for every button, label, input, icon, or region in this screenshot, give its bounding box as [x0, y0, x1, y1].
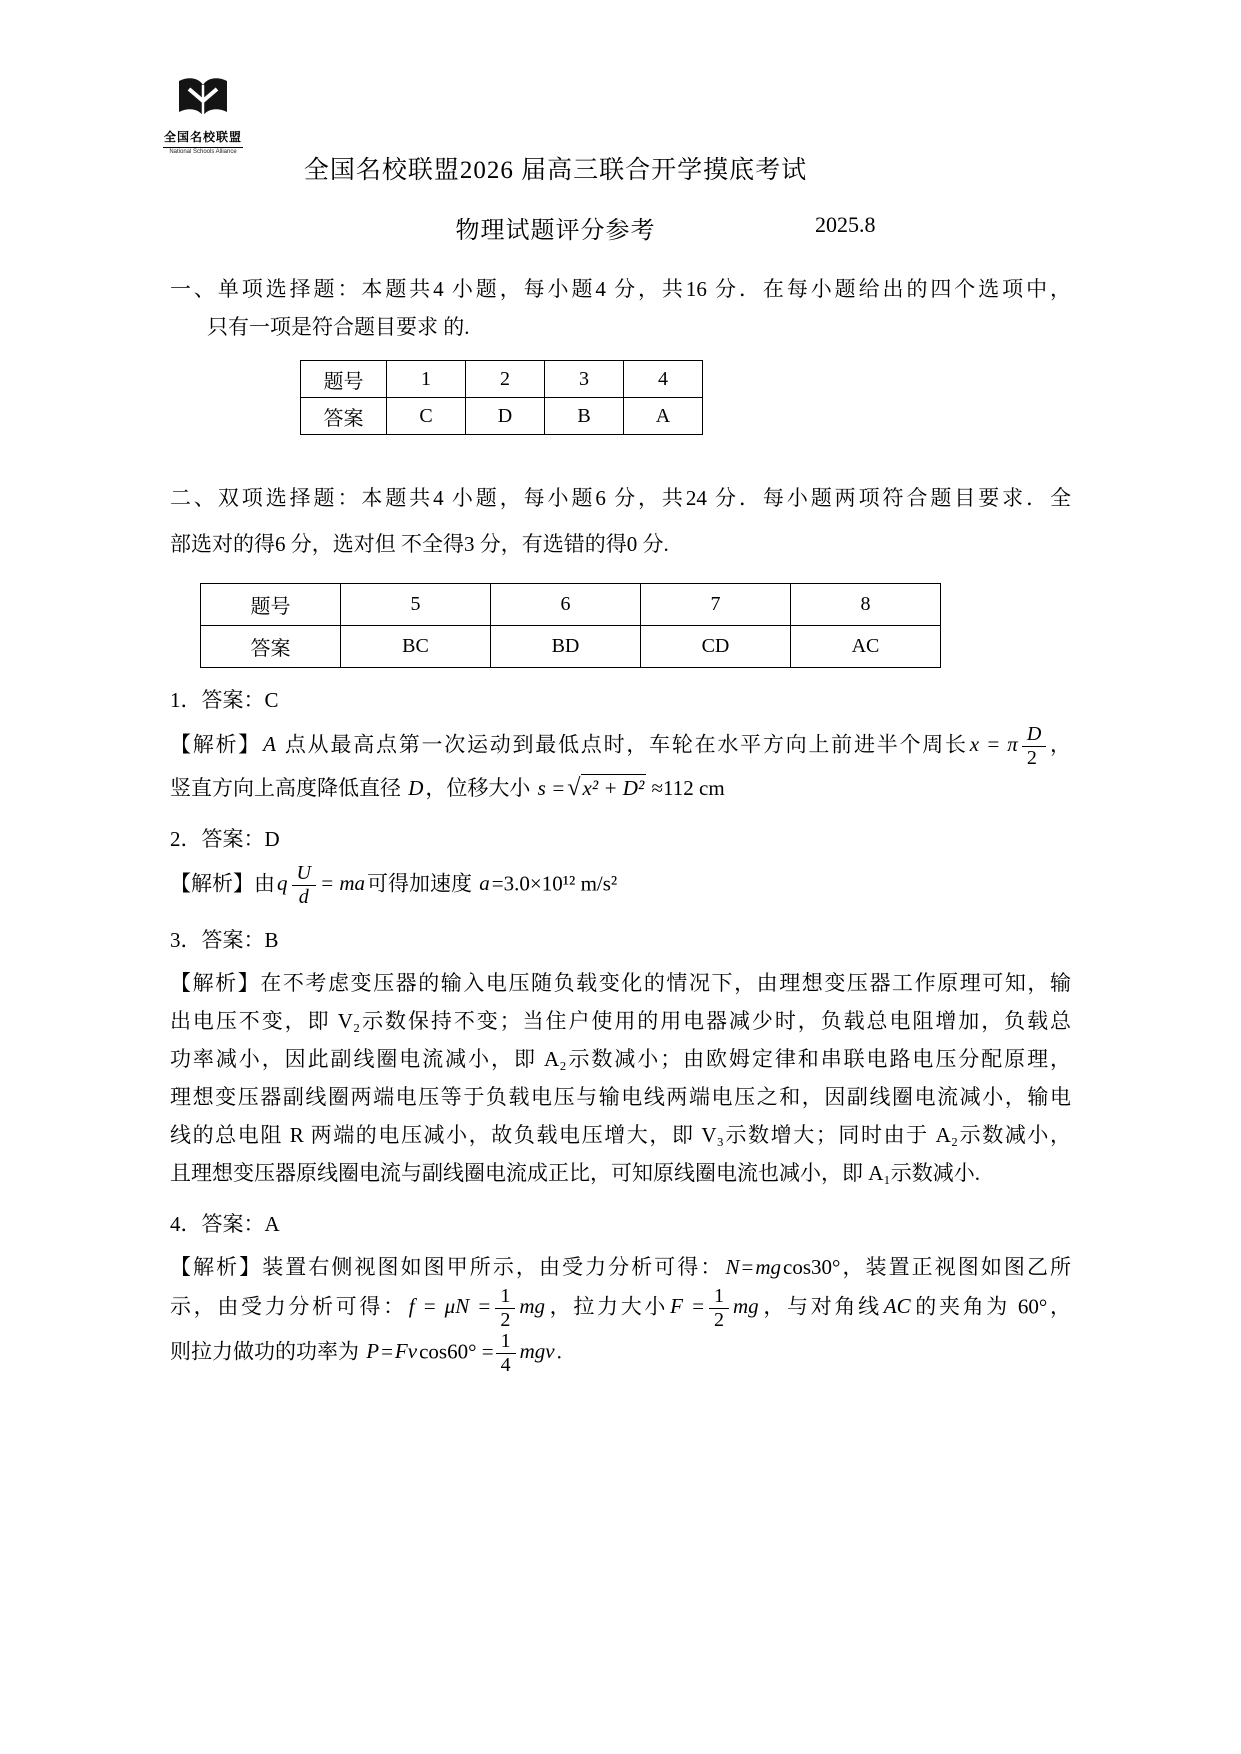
answer1-explanation-line1	[170, 724, 1071, 769]
answer4-title: 4．答案：A	[170, 1212, 280, 1236]
logo-title: 全国名校联盟	[163, 130, 242, 144]
table-cell: C	[387, 398, 466, 435]
book-logo-icon	[174, 76, 232, 122]
text-run: 示，由受力分析可得：	[170, 1294, 407, 1319]
answer4-explanation-line3	[170, 1331, 1071, 1376]
table-cell: 4	[624, 361, 703, 398]
table-row-answers	[301, 398, 703, 435]
text-run: ，位移大小	[425, 776, 536, 800]
answer2-explanation	[170, 863, 1071, 908]
math-var: a	[479, 871, 490, 896]
table-cell: 1	[387, 361, 466, 398]
single-choice-answer-table	[300, 360, 703, 435]
math-expr: F =	[670, 1294, 705, 1319]
fraction-denominator: d	[292, 885, 316, 908]
table-header-cell: 答案	[301, 398, 387, 435]
math-var: N	[725, 1255, 740, 1279]
subtitle-row	[170, 210, 1071, 244]
math-expr: f = μN =	[408, 1294, 492, 1319]
square-root	[567, 776, 646, 800]
text-run: =	[741, 1255, 754, 1279]
radicand: x² + D²	[582, 776, 645, 800]
table-cell: B	[545, 398, 624, 435]
text-run: ≈112 cm	[646, 776, 725, 800]
text-run: 【解析】装置右侧视图如图甲所示，由受力分析可得：	[170, 1255, 724, 1279]
fraction-denominator: 2	[495, 1308, 515, 1331]
answer3-explanation-line1: 【解析】在不考虑变压器的输入电压随负载变化的情况下，由理想变压器工作原理可知，输	[170, 971, 1071, 995]
math-var: mg	[755, 1255, 781, 1279]
section1-intro-line1: 一、单项选择题：本题共4 小题，每小题4 分，共16 分．在每小题给出的四个选项中，	[170, 277, 1071, 301]
table-cell: D	[466, 398, 545, 435]
text-run: =	[381, 1339, 393, 1364]
fraction-1-over-2	[709, 1286, 729, 1331]
table-cell: 5	[341, 584, 491, 626]
answer3-explanation-line2: 出电压不变，即 V₂示数保持不变；当住户使用的用电器减少时，负载总电阻增加，负载总	[170, 1009, 1071, 1033]
doc-date: 2025.8	[815, 212, 876, 237]
text-run: =3.0×10¹² m/s²	[491, 871, 618, 896]
text-run: cos30°，装置正视图如图乙所	[783, 1255, 1072, 1279]
text-run: 的夹角为 60°，	[912, 1294, 1071, 1319]
answer3-explanation-line4: 理想变压器副线圈两端电压等于负载电压与输电线两端电压之和，因副线圈电流减小，输电	[170, 1085, 1071, 1109]
math-expr: = ma	[319, 871, 366, 896]
page-title: 全国名校联盟2026 届高三联合开学摸底考试	[303, 157, 808, 184]
radical-sign: √	[567, 774, 581, 801]
math-expr: s =	[537, 776, 566, 800]
math-var: A	[263, 732, 276, 757]
math-var: mg	[519, 1294, 545, 1319]
table-cell: BC	[341, 626, 491, 668]
table-cell: CD	[641, 626, 791, 668]
text-run: 【解析】	[170, 732, 262, 757]
table-cell: AC	[791, 626, 941, 668]
answer3-title: 3．答案：B	[170, 928, 279, 952]
answer2-title: 2．答案：D	[170, 827, 280, 851]
table-cell: 7	[641, 584, 791, 626]
table-header-cell: 题号	[301, 361, 387, 398]
answer1-title: 1．答案：C	[170, 688, 279, 712]
fraction-denominator: 4	[496, 1353, 516, 1376]
fraction-numerator: 1	[714, 1285, 724, 1307]
math-var: Fv	[394, 1339, 418, 1364]
table-row-answers	[201, 626, 941, 668]
fraction-D-over-2	[1022, 724, 1046, 769]
double-choice-answer-table	[200, 583, 941, 668]
doc-subtitle: 物理试题评分参考	[455, 218, 656, 244]
math-var: P	[366, 1339, 380, 1364]
section1-intro-line2: 只有一项是符合题目要求 的.	[207, 315, 470, 339]
alliance-logo	[163, 76, 243, 155]
fraction-denominator: 2	[709, 1308, 729, 1331]
math-var: q	[277, 871, 288, 896]
fraction-1-over-2	[495, 1286, 515, 1331]
math-var: AC	[883, 1294, 911, 1319]
math-var: mgv	[519, 1339, 555, 1364]
table-row-question-numbers	[301, 361, 703, 398]
section2-intro-line2: 部选对的得6 分，选对但 不全得3 分，有选错的得0 分.	[170, 532, 669, 556]
table-cell: 6	[491, 584, 641, 626]
answer1-explanation-line2	[170, 769, 1071, 807]
math-var: D	[408, 776, 424, 800]
fraction-1-over-4	[496, 1331, 516, 1376]
fraction-U-over-d	[292, 863, 316, 908]
logo-subtitle: National Schools Alliance	[163, 147, 243, 155]
section2-intro-line1: 二、双项选择题：本题共4 小题，每小题6 分，共24 分．每小题两项符合题目要求．全	[170, 486, 1071, 510]
text-run: cos60° =	[419, 1339, 494, 1364]
answer4-explanation-line1	[170, 1248, 1071, 1286]
math-expr: x = π	[969, 732, 1018, 757]
table-header-cell: 题号	[201, 584, 341, 626]
text-run: 点从最高点第一次运动到最低点时，车轮在水平方向上前进半个周长	[277, 732, 968, 757]
answer3-explanation-line5: 线的总电阻 R 两端的电压减小，故负载电压增大，即 V₃示数增大；同时由于 A₂示数减小，	[170, 1123, 1071, 1147]
fraction-numerator: U	[296, 862, 311, 884]
fraction-numerator: 1	[500, 1285, 511, 1307]
text-run: ，与对角线	[760, 1294, 882, 1319]
fraction-numerator: D	[1026, 723, 1042, 745]
text-run: 可得加速度	[367, 871, 478, 896]
table-cell: 8	[791, 584, 941, 626]
text-run: ，拉力大小	[546, 1294, 669, 1319]
fraction-denominator: 2	[1022, 746, 1046, 769]
fraction-numerator: 1	[500, 1330, 511, 1352]
table-cell: 3	[545, 361, 624, 398]
text-run: ，	[1048, 732, 1072, 757]
answer3-explanation-line6: 且理想变压器原线圈电流与副线圈电流成正比，可知原线圈电流也减小，即 A₁示数减小.	[170, 1161, 980, 1185]
answer4-explanation-line2	[170, 1286, 1071, 1331]
text-run: 则拉力做功的功率为	[170, 1339, 365, 1364]
answer3-explanation-line3: 功率减小，因此副线圈电流减小，即 A₂示数减小；由欧姆定律和串联电路电压分配原理，	[170, 1047, 1071, 1071]
text-run: 【解析】由	[170, 871, 275, 896]
table-cell: BD	[491, 626, 641, 668]
table-cell: A	[624, 398, 703, 435]
text-run: .	[556, 1339, 562, 1364]
text-run: 竖直方向上高度降低直径	[170, 776, 407, 800]
table-row-question-numbers	[201, 584, 941, 626]
math-var: mg	[733, 1294, 759, 1319]
table-header-cell: 答案	[201, 626, 341, 668]
table-cell: 2	[466, 361, 545, 398]
